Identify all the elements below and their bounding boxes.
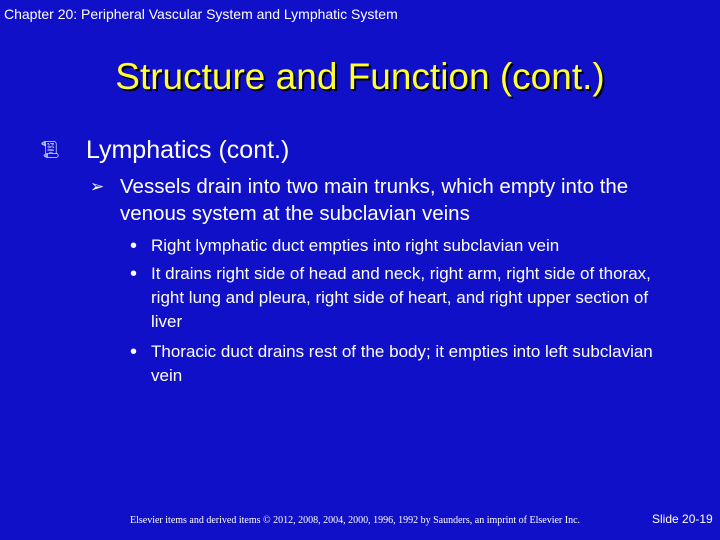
- bullet-level2-text: Vessels drain into two main trunks, which empty into the venous system at the subclavian veins: [120, 175, 629, 225]
- slide-number: Slide 20-19: [652, 512, 713, 526]
- dot-bullet-icon: •: [130, 341, 138, 363]
- bullet-level3-text: Thoracic duct drains rest of the body; it empties into left subclavian vein: [151, 342, 653, 385]
- chapter-header: Chapter 20: Peripheral Vascular System and Lymphatic System: [4, 6, 398, 22]
- arrowhead-bullet-icon: ➢: [90, 177, 105, 196]
- copyright-notice: Elsevier items and derived items © 2012, 2008, 2004, 2000, 1996, 1992 by Saunders, an imprint of Elsevier Inc.: [130, 515, 581, 526]
- scroll-bullet-icon: 📜︎: [40, 142, 61, 159]
- bullet-level2: [90, 173, 670, 227]
- slide-title: Structure and Function (cont.): [115, 56, 605, 97]
- bullet-level3-item: [130, 234, 670, 258]
- bullet-level3-text: It drains right side of head and neck, right arm, right side of thorax, right lung and pleura, right side of heart, and right upper section of liver: [151, 264, 651, 331]
- bullet-level3-item: [130, 262, 670, 334]
- dot-bullet-icon: •: [130, 263, 138, 285]
- bullet-level3-text: Right lymphatic duct empties into right subclavian vein: [151, 236, 560, 255]
- bullet-level1-text: Lymphatics (cont.): [86, 136, 290, 164]
- dot-bullet-icon: •: [130, 235, 138, 257]
- bullet-level1: [40, 136, 289, 165]
- bullet-level3-item: [130, 340, 670, 388]
